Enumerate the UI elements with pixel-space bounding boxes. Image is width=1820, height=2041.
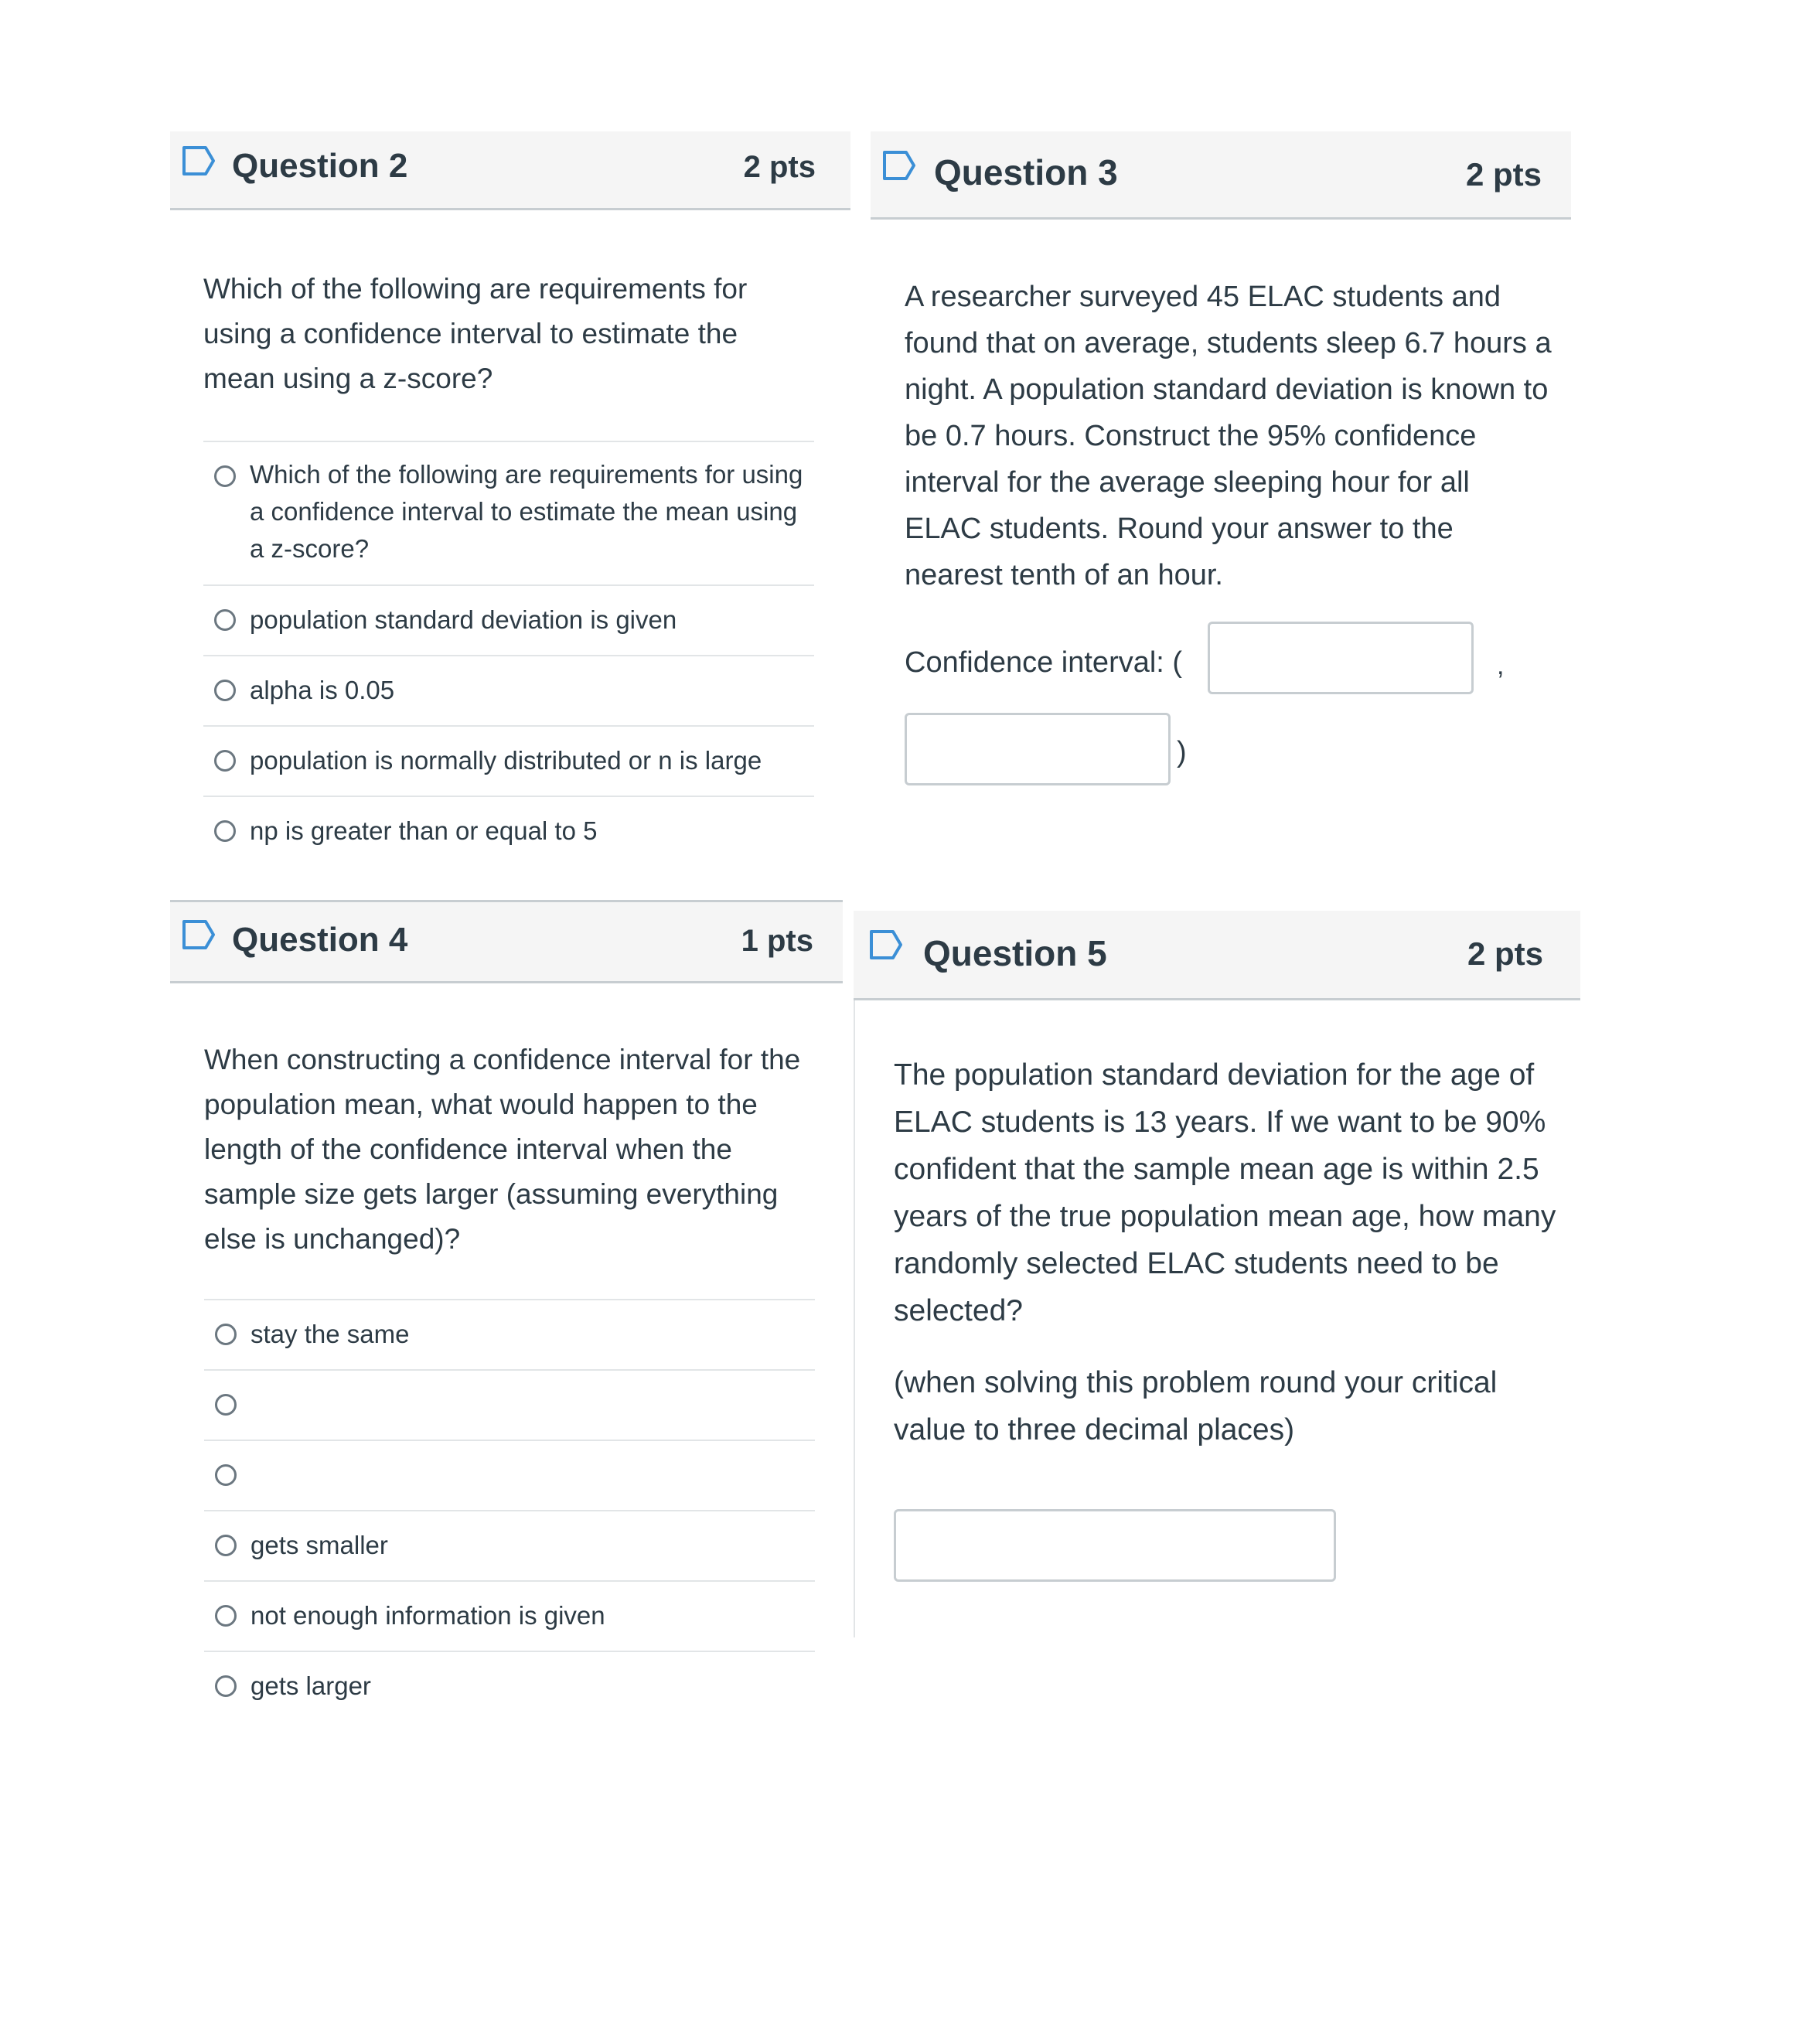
radio-button[interactable] (215, 1535, 237, 1556)
question-text: When constructing a confidence interval for the population mean, what would happen to the length of the confidence interval when the sample size gets larger (assuming everything else is unchanged)? (204, 1044, 801, 1255)
question-3 (871, 131, 1571, 812)
answer-option[interactable] (203, 655, 814, 725)
answer-input[interactable] (894, 1509, 1336, 1582)
question-text: The population standard deviation for the age of ELAC students is 13 years. If we want to be 90% confident that the sample mean age is within 2.5 years of the true population mean age, how many randomly selected ELAC students need to be selected? (894, 1058, 1556, 1327)
question-5-left-border (854, 1000, 855, 1637)
question-2-header (170, 131, 850, 210)
answer-option-label: alpha is 0.05 (250, 676, 395, 704)
question-text: Which of the following are requirements for using a confidence interval to estimate the mean using a z-score? (203, 273, 748, 394)
radio-button[interactable] (214, 820, 236, 842)
question-points: 2 pts (1467, 935, 1543, 972)
question-title: Question 3 (934, 152, 1118, 193)
answer-option-label: gets larger (251, 1671, 371, 1700)
answer-option[interactable] (204, 1299, 815, 1369)
radio-button[interactable] (214, 465, 236, 487)
answer-option-label: population standard deviation is given (250, 605, 677, 634)
question-4 (170, 900, 850, 1719)
lower-bound-input[interactable] (1208, 622, 1474, 694)
confidence-interval-label: Confidence interval: ( (905, 646, 1183, 679)
radio-button[interactable] (215, 1605, 237, 1627)
question-title: Question 5 (923, 933, 1107, 973)
answer-option[interactable] (204, 1510, 815, 1580)
flag-icon[interactable] (182, 145, 216, 176)
question-points: 1 pts (741, 924, 813, 958)
question-title: Question 2 (232, 147, 408, 185)
question-text: A researcher surveyed 45 ELAC students and found that on average, students sleep 6.7 hours a night. A population standard deviation is known to be 0.7 hours. Construct the 95% confidence interval for the average sleeping hour for all ELAC students. Round your answer to the nearest tenth of an hour. (905, 281, 1552, 591)
flag-icon[interactable] (182, 919, 216, 950)
answer-option-label: np is greater than or equal to 5 (250, 816, 598, 845)
radio-button[interactable] (215, 1464, 237, 1486)
answer-option-label: stay the same (251, 1320, 410, 1348)
answer-option[interactable] (203, 725, 814, 796)
question-points: 2 pts (743, 150, 816, 184)
answer-option[interactable] (204, 1651, 815, 1719)
answer-option-label: gets smaller (251, 1531, 388, 1559)
radio-button[interactable] (214, 750, 236, 772)
question-2 (170, 131, 850, 874)
answer-option-label: not enough information is given (251, 1601, 605, 1630)
answer-option[interactable] (203, 584, 814, 655)
answer-option[interactable] (204, 1580, 815, 1651)
question-title: Question 4 (232, 921, 408, 959)
radio-button[interactable] (215, 1675, 237, 1697)
question-3-header (871, 131, 1571, 220)
comma-separator: , (1497, 651, 1505, 680)
answer-option[interactable] (203, 796, 814, 866)
close-paren: ) (1177, 736, 1187, 768)
answer-option[interactable] (203, 441, 814, 584)
upper-bound-input[interactable] (905, 713, 1171, 785)
flag-icon[interactable] (882, 150, 916, 181)
answer-option[interactable] (204, 1440, 815, 1510)
question-note: (when solving this problem round your critical value to three decimal places) (894, 1366, 1498, 1446)
question-4-header (170, 900, 843, 983)
answer-option-label: Which of the following are requirements for using a confidence interval to estimate the mean using a z-score? (250, 460, 803, 563)
radio-button[interactable] (214, 609, 236, 631)
question-5-header (854, 911, 1580, 1000)
question-5 (854, 911, 1580, 1637)
radio-button[interactable] (215, 1394, 237, 1416)
radio-button[interactable] (215, 1324, 237, 1345)
question-points: 2 pts (1465, 156, 1542, 193)
answer-option-label: population is normally distributed or n is large (250, 746, 762, 775)
flag-icon[interactable] (869, 929, 903, 960)
radio-button[interactable] (214, 680, 236, 701)
answer-option[interactable] (204, 1369, 815, 1440)
